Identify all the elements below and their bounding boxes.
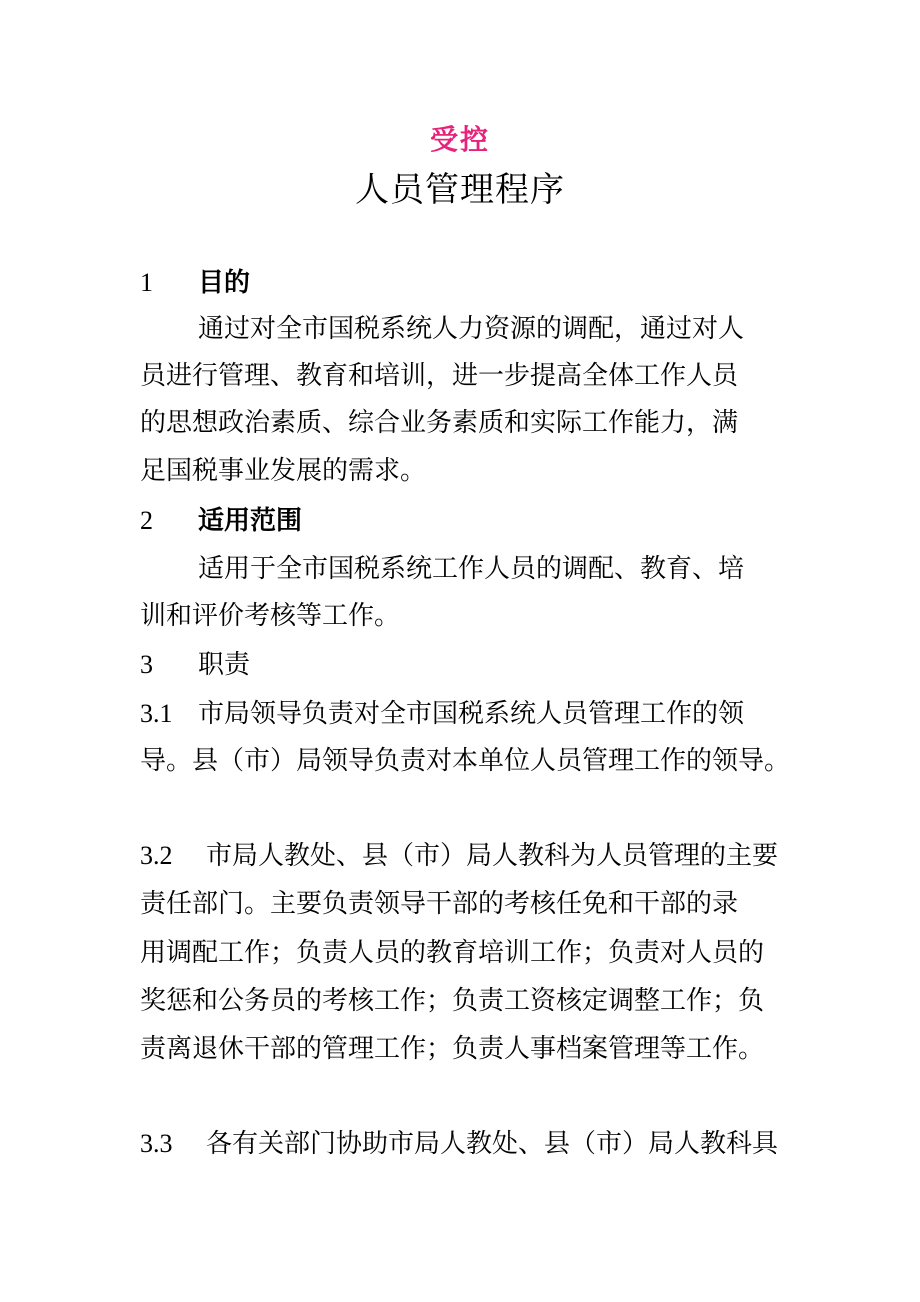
- section-heading-responsibilities: [140, 652, 250, 678]
- clause-3-1-line: [140, 701, 744, 727]
- clause-3-2-line: 用调配工作；负责人员的教育培训工作；负责对人员的: [140, 938, 765, 968]
- clause-3-2-line: 责任部门。主要负责领导干部的考核任免和干部的录: [140, 889, 739, 919]
- section-heading-scope: [140, 508, 302, 534]
- clause-3-3-line: [140, 1131, 778, 1157]
- clause-number: 3.2: [140, 841, 173, 870]
- clause-3-2-line: 奖惩和公务员的考核工作；负责工资核定调整工作；负: [140, 986, 765, 1016]
- purpose-line: 员进行管理、教育和培训，进一步提高全体工作人员: [140, 361, 739, 391]
- clause-text: 市局领导负责对全市国税系统人员管理工作的领: [198, 699, 745, 729]
- section-number: 1: [140, 268, 153, 297]
- purpose-line: 的思想政治素质、综合业务素质和实际工作能力，满: [140, 408, 739, 438]
- clause-text: 各有关部门协助市局人教处、县（市）局人教科具: [206, 1129, 779, 1159]
- clause-3-2-line: [140, 843, 778, 869]
- scope-line: 训和评价考核等工作。: [140, 601, 401, 631]
- section-heading-purpose: [140, 270, 250, 296]
- clause-3-2-line: 责离退休干部的管理工作；负责人事档案管理等工作。: [140, 1034, 765, 1064]
- purpose-line: 通过对全市国税系统人力资源的调配，通过对人: [198, 314, 745, 344]
- section-number: 3: [140, 650, 153, 679]
- section-title: 职责: [198, 650, 251, 680]
- controlled-stamp: 受控: [429, 123, 490, 156]
- clause-3-1-line: 导。县（市）局领导负责对本单位人员管理工作的领导。: [140, 746, 791, 776]
- clause-number: 3.3: [140, 1129, 173, 1158]
- section-number: 2: [140, 506, 153, 535]
- section-title: 适用范围: [198, 506, 303, 536]
- scope-line: 适用于全市国税系统工作人员的调配、教育、培: [198, 554, 745, 584]
- purpose-line: 足国税事业发展的需求。: [140, 456, 427, 486]
- document-title: 人员管理程序: [355, 170, 565, 210]
- clause-text: 市局人教处、县（市）局人教科为人员管理的主要: [206, 841, 779, 871]
- clause-number: 3.1: [140, 699, 173, 728]
- section-title: 目的: [198, 268, 251, 298]
